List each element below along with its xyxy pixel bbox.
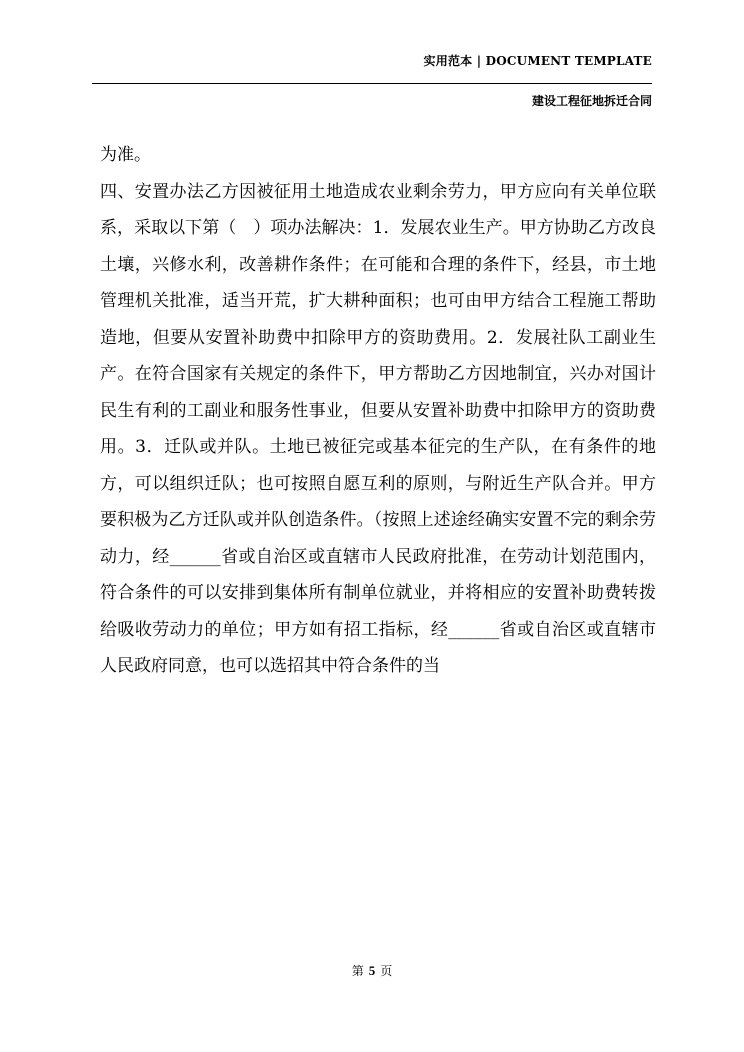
- document-title: 建设工程征地拆迁合同: [531, 94, 652, 108]
- paragraph-continuation: 为准。: [100, 145, 151, 165]
- paragraph-resettlement: 四、安置办法乙方因被征用土地造成农业剩余劳力，甲方应向有关单位联系，采取以下第（ ）项办法解决：1．发展农业生产。甲方协助乙方改良土壤，兴修水利，改善耕作条件；在可能和合理的条件下，经县，市土地管理机关批准，适当开荒，扩大耕种面积；也可由甲方结合工程施工帮助造地，但要从安置补助费中扣除甲方的资助费用。2．发展社队工副业生产。在符合国家有关规定的条件下，甲方帮助乙方因地制宜，兴办对国计民生有利的工副业和服务性事业，但要从安置补助费中扣除甲方的资助费用。3．迁队或并队。土地已被征完或基本征完的生产队，在有条件的地方，可以组织迁队；也可按照自愿互利的原则，与附近生产队合并。甲方要积极为乙方迁队或并队创造条件。（按照上述途经确实安置不完的剩余劳动力，经______省或自治区或直辖市人民政府批准，在劳动计划范围内，符合条件的可以安排到集体所有制单位就业，并将相应的安置补助费转拨给吸收劳动力的单位；甲方如有招工指标，经______省或自治区或直辖市人民政府同意，也可以选招其中符合条件的当: [100, 181, 656, 676]
- header-divider: [92, 83, 652, 84]
- page-footer: [0, 962, 744, 979]
- header-brand: 实用范本 | DOCUMENT TEMPLATE: [423, 54, 652, 68]
- page-number-prefix: 第: [351, 964, 364, 978]
- page-number: 5: [368, 963, 376, 978]
- page-number-suffix: 页: [380, 964, 393, 978]
- body-text: [100, 137, 656, 685]
